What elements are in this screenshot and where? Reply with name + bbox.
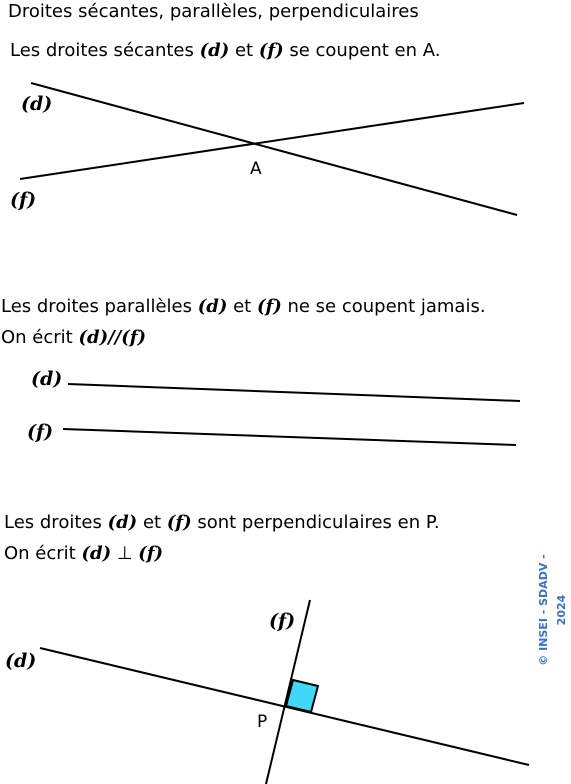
copyright-credit: © INSEI - SDADV - 2024	[537, 554, 568, 666]
secantes-label-f: (f)	[258, 40, 284, 61]
page-title: Droites sécantes, parallèles, perpendiculaires	[8, 1, 419, 22]
secante-label-f: (f)	[10, 189, 37, 211]
perpendicular-symbol: ⊥	[116, 543, 133, 564]
paralleles-label-d: (d)	[197, 296, 228, 317]
paralleles-text-start: Les droites parallèles	[1, 296, 192, 317]
parallel-line-f	[63, 429, 516, 445]
secantes-text-and: et	[234, 40, 254, 61]
perpendiculaires-text-and: et	[142, 512, 162, 533]
perpendicular-label-d: (d)	[5, 650, 37, 672]
parallel-symbol: //	[108, 327, 122, 348]
perpendiculaires-ecrit: On écrit	[4, 543, 76, 564]
paralleles-text-and: et	[233, 296, 252, 317]
secantes-label-d: (d)	[199, 40, 230, 61]
parallel-label-d: (d)	[31, 368, 63, 390]
point-a: A	[250, 159, 262, 179]
right-angle-marker	[286, 680, 318, 712]
paralleles-ecrit: On écrit	[1, 327, 73, 348]
paralleles-notation-d: (d)	[78, 327, 109, 348]
secantes-text-start: Les droites sécantes	[10, 40, 194, 61]
perpendiculaires-notation-f: (f)	[138, 543, 164, 564]
parallel-label-f: (f)	[27, 421, 54, 443]
secante-label-d: (d)	[21, 93, 53, 115]
perpendiculaires-label-d: (d)	[107, 512, 138, 533]
perpendicular-label-f: (f)	[269, 610, 296, 632]
perpendiculaires-notation-d: (d)	[81, 543, 112, 564]
paralleles-label-f: (f)	[256, 296, 282, 317]
perpendiculaires-text-end: sont perpendiculaires en P.	[197, 512, 440, 533]
perpendiculaires-label-f: (f)	[166, 512, 192, 533]
point-p: P	[257, 712, 268, 732]
paralleles-notation-f: (f)	[121, 327, 147, 348]
secante-line-d	[31, 83, 517, 215]
secantes-text-end: se coupent en A.	[289, 40, 441, 61]
secante-line-f	[20, 103, 524, 179]
parallel-line-d	[68, 384, 520, 401]
paralleles-text-end: ne se coupent jamais.	[287, 296, 486, 317]
perpendiculaires-text-start: Les droites	[4, 512, 102, 533]
